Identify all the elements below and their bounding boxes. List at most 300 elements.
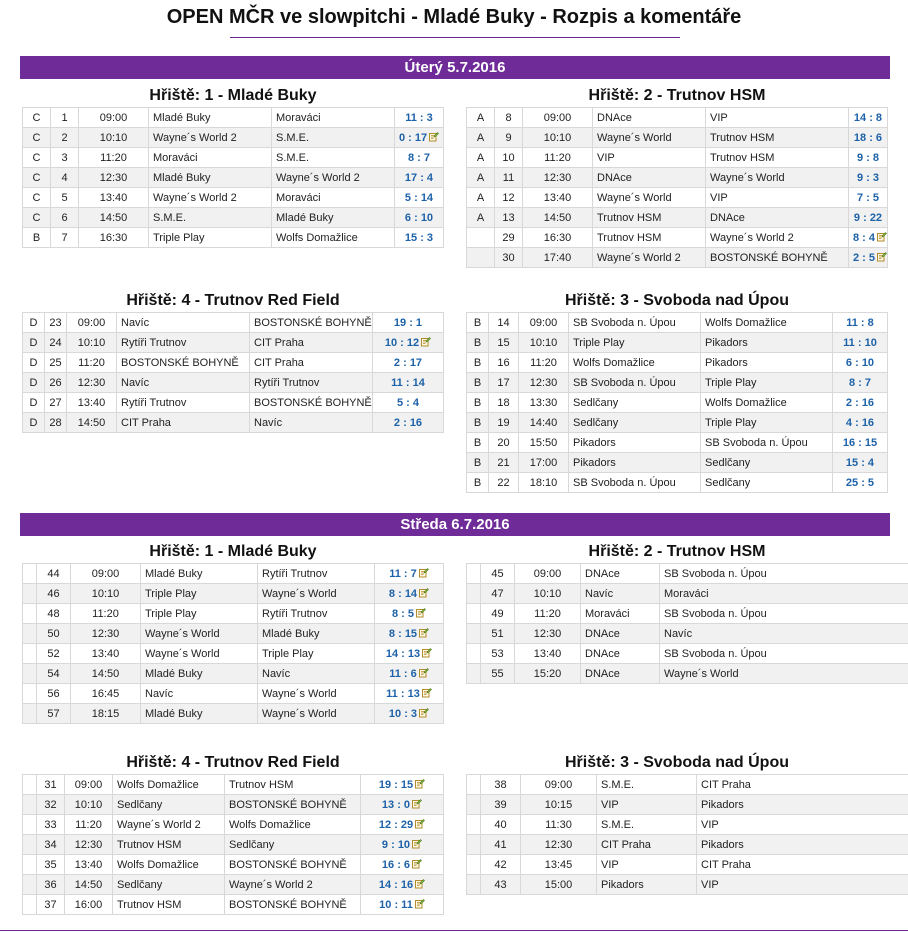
- score-value[interactable]: 2 : 16: [393, 416, 423, 429]
- score-cell[interactable]: [373, 313, 444, 333]
- time-cell: 15:00: [521, 875, 597, 895]
- score-value[interactable]: 14 : 8: [853, 111, 883, 124]
- away-team-cell: Navíc: [250, 413, 373, 433]
- game-number-cell: 18: [489, 393, 519, 413]
- away-team-cell: BOSTONSKÉ BOHYNĚ: [250, 393, 373, 413]
- game-number-cell: 37: [37, 895, 65, 915]
- home-team-cell: Sedlčany: [569, 413, 701, 433]
- score-cell[interactable]: [373, 373, 444, 393]
- home-team-cell: Sedlčany: [113, 795, 225, 815]
- score-value[interactable]: 8 : 15: [388, 628, 418, 640]
- score-value[interactable]: 11 : 8: [846, 316, 874, 329]
- game-number-cell: 41: [481, 835, 521, 855]
- game-number-cell: 36: [37, 875, 65, 895]
- score-cell[interactable]: [849, 228, 888, 248]
- score-cell[interactable]: [375, 624, 444, 644]
- away-team-cell: VIP: [697, 875, 908, 895]
- group-cell: C: [23, 208, 51, 228]
- score-cell[interactable]: [833, 413, 888, 433]
- home-team-cell: Wayne´s World: [593, 128, 706, 148]
- time-cell: 10:10: [519, 333, 569, 353]
- home-team-cell: Wolfs Domažlice: [569, 353, 701, 373]
- score-value[interactable]: 10 : 12: [384, 337, 420, 349]
- note-icon[interactable]: [410, 839, 422, 851]
- home-team-cell: S.M.E.: [597, 815, 697, 835]
- game-number-cell: 12: [495, 188, 523, 208]
- group-cell: [467, 775, 481, 795]
- note-icon[interactable]: [875, 232, 887, 244]
- game-number-cell: 17: [489, 373, 519, 393]
- group-cell: D: [23, 313, 45, 333]
- schedule-table: [466, 563, 908, 684]
- game-number-cell: 28: [45, 413, 67, 433]
- time-cell: 18:15: [71, 704, 141, 724]
- game-number-cell: 14: [489, 313, 519, 333]
- score-value[interactable]: 15 : 3: [404, 231, 434, 244]
- game-number-cell: 29: [495, 228, 523, 248]
- home-team-cell: Wayne´s World: [141, 624, 258, 644]
- group-cell: [23, 775, 37, 795]
- note-icon[interactable]: [417, 568, 429, 580]
- score-cell[interactable]: [849, 188, 888, 208]
- time-cell: 14:50: [523, 208, 593, 228]
- home-team-cell: Navíc: [141, 684, 258, 704]
- score-cell[interactable]: [375, 644, 444, 664]
- score-value[interactable]: 17 : 4: [404, 171, 434, 184]
- time-cell: 10:10: [67, 333, 117, 353]
- group-cell: [467, 248, 495, 268]
- table-row: [467, 393, 888, 413]
- home-team-cell: DNAce: [581, 624, 660, 644]
- home-team-cell: Sedlčany: [113, 875, 225, 895]
- score-cell[interactable]: [361, 895, 444, 915]
- table-row: [467, 128, 888, 148]
- score-value[interactable]: 16 : 6: [381, 859, 411, 871]
- score-cell[interactable]: [849, 168, 888, 188]
- group-cell: B: [467, 373, 489, 393]
- score-cell[interactable]: [833, 333, 888, 353]
- score-cell[interactable]: [395, 108, 444, 128]
- score-cell[interactable]: [361, 795, 444, 815]
- time-cell: 09:00: [521, 775, 597, 795]
- home-team-cell: Triple Play: [569, 333, 701, 353]
- group-cell: D: [23, 413, 45, 433]
- schedule-table: [22, 312, 444, 433]
- table-row: [467, 188, 888, 208]
- score-cell[interactable]: [373, 413, 444, 433]
- time-cell: 16:30: [79, 228, 149, 248]
- time-cell: 12:30: [67, 373, 117, 393]
- table-row: [23, 333, 444, 353]
- time-cell: 11:20: [71, 604, 141, 624]
- score-value[interactable]: 7 : 5: [856, 191, 879, 204]
- home-team-cell: Navíc: [117, 313, 250, 333]
- table-row: [467, 168, 888, 188]
- table-row: [23, 664, 444, 684]
- home-team-cell: SB Svoboda n. Úpou: [569, 473, 701, 493]
- table-row: [23, 875, 444, 895]
- score-value[interactable]: 6 : 10: [404, 211, 434, 224]
- table-row: [467, 875, 908, 895]
- group-cell: [467, 624, 481, 644]
- table-row: [23, 208, 444, 228]
- away-team-cell: Navíc: [660, 624, 908, 644]
- score-cell[interactable]: [375, 584, 444, 604]
- schedule-section: [22, 85, 444, 248]
- time-cell: 16:00: [65, 895, 113, 915]
- score-value[interactable]: 14 : 13: [385, 648, 421, 660]
- schedule-section: [466, 290, 888, 493]
- group-cell: [467, 875, 481, 895]
- game-number-cell: 19: [489, 413, 519, 433]
- day-header-tuesday: Úterý 5.7.2016: [20, 56, 890, 79]
- schedule-table: [466, 107, 888, 268]
- score-value[interactable]: 14 : 16: [378, 879, 414, 891]
- score-value[interactable]: 2 : 5: [853, 252, 876, 264]
- group-cell: A: [467, 168, 495, 188]
- away-team-cell: Wayne´s World: [706, 168, 849, 188]
- away-team-cell: CIT Praha: [697, 855, 908, 875]
- group-cell: A: [467, 108, 495, 128]
- table-row: [23, 584, 444, 604]
- table-row: [467, 855, 908, 875]
- score-cell[interactable]: [395, 128, 444, 148]
- score-cell[interactable]: [833, 313, 888, 333]
- score-value[interactable]: 25 : 5: [845, 476, 875, 489]
- away-team-cell: Rytíři Trutnov: [250, 373, 373, 393]
- time-cell: 13:30: [519, 393, 569, 413]
- away-team-cell: CIT Praha: [250, 353, 373, 373]
- score-value[interactable]: 8 : 4: [853, 232, 876, 244]
- score-value[interactable]: 10 : 11: [379, 899, 413, 911]
- group-cell: B: [467, 353, 489, 373]
- schedule-table: [466, 312, 888, 493]
- time-cell: 12:30: [523, 168, 593, 188]
- score-cell[interactable]: [833, 353, 888, 373]
- away-team-cell: S.M.E.: [272, 128, 395, 148]
- score-cell[interactable]: [373, 333, 444, 353]
- table-row: [23, 815, 444, 835]
- game-number-cell: 46: [37, 584, 71, 604]
- group-cell: [23, 704, 37, 724]
- score-value[interactable]: 2 : 17: [393, 356, 423, 369]
- score-cell[interactable]: [373, 393, 444, 413]
- time-cell: 10:10: [515, 584, 581, 604]
- group-cell: [467, 855, 481, 875]
- group-cell: [23, 584, 37, 604]
- score-value[interactable]: 2 : 16: [845, 396, 875, 409]
- table-row: [23, 855, 444, 875]
- game-number-cell: 48: [37, 604, 71, 624]
- group-cell: [23, 835, 37, 855]
- group-cell: C: [23, 168, 51, 188]
- table-row: [23, 604, 444, 624]
- note-icon[interactable]: [413, 779, 425, 791]
- group-cell: B: [467, 313, 489, 333]
- home-team-cell: Mladé Buky: [141, 704, 258, 724]
- home-team-cell: Trutnov HSM: [113, 835, 225, 855]
- score-cell[interactable]: [395, 188, 444, 208]
- score-cell[interactable]: [375, 604, 444, 624]
- game-number-cell: 7: [51, 228, 79, 248]
- score-cell[interactable]: [361, 775, 444, 795]
- table-row: [467, 373, 888, 393]
- score-cell[interactable]: [375, 704, 444, 724]
- note-icon[interactable]: [875, 252, 887, 264]
- table-row: [467, 835, 908, 855]
- score-cell[interactable]: [849, 108, 888, 128]
- note-icon[interactable]: [413, 899, 425, 911]
- home-team-cell: Mladé Buky: [149, 168, 272, 188]
- table-row: [467, 564, 908, 584]
- score-value[interactable]: 6 : 10: [845, 356, 875, 369]
- game-number-cell: 5: [51, 188, 79, 208]
- score-cell[interactable]: [833, 453, 888, 473]
- score-cell[interactable]: [361, 875, 444, 895]
- away-team-cell: VIP: [706, 188, 849, 208]
- table-row: [23, 313, 444, 333]
- score-cell[interactable]: [833, 473, 888, 493]
- time-cell: 13:40: [67, 393, 117, 413]
- table-row: [23, 684, 444, 704]
- score-value[interactable]: 9 : 22: [853, 211, 883, 224]
- schedule-section: [22, 541, 444, 724]
- note-icon[interactable]: [417, 588, 429, 600]
- score-cell[interactable]: [849, 148, 888, 168]
- away-team-cell: Sedlčany: [701, 473, 833, 493]
- table-row: [467, 453, 888, 473]
- table-row: [467, 433, 888, 453]
- away-team-cell: Wayne´s World 2: [706, 228, 849, 248]
- away-team-cell: Wayne´s World: [258, 684, 375, 704]
- score-value[interactable]: 4 : 16: [845, 416, 875, 429]
- score-value[interactable]: 13 : 0: [381, 799, 411, 811]
- score-cell[interactable]: [849, 208, 888, 228]
- game-number-cell: 51: [481, 624, 515, 644]
- home-team-cell: VIP: [597, 795, 697, 815]
- group-cell: B: [467, 413, 489, 433]
- score-cell[interactable]: [373, 353, 444, 373]
- score-value[interactable]: 9 : 10: [381, 839, 411, 851]
- away-team-cell: SB Svoboda n. Úpou: [701, 433, 833, 453]
- score-value[interactable]: 0 : 17: [399, 132, 428, 144]
- score-cell[interactable]: [395, 148, 444, 168]
- away-team-cell: Wolfs Domažlice: [701, 313, 833, 333]
- table-row: [467, 108, 888, 128]
- away-team-cell: BOSTONSKÉ BOHYNĚ: [225, 855, 361, 875]
- away-team-cell: Wolfs Domažlice: [701, 393, 833, 413]
- group-cell: [23, 815, 37, 835]
- score-cell[interactable]: [849, 128, 888, 148]
- score-cell[interactable]: [833, 373, 888, 393]
- note-icon[interactable]: [417, 708, 429, 720]
- home-team-cell: Trutnov HSM: [593, 208, 706, 228]
- field-title: Hřiště: 3 - Svoboda nad Úpou: [564, 754, 789, 771]
- score-cell[interactable]: [833, 393, 888, 413]
- time-cell: 13:40: [523, 188, 593, 208]
- group-cell: [467, 835, 481, 855]
- score-value[interactable]: 8 : 7: [848, 376, 871, 389]
- group-cell: D: [23, 393, 45, 413]
- score-cell[interactable]: [361, 835, 444, 855]
- home-team-cell: Rytíři Trutnov: [117, 393, 250, 413]
- note-icon[interactable]: [410, 799, 422, 811]
- score-cell[interactable]: [395, 228, 444, 248]
- score-cell[interactable]: [833, 433, 888, 453]
- home-team-cell: Wolfs Domažlice: [113, 855, 225, 875]
- group-cell: B: [467, 393, 489, 413]
- table-row: [467, 775, 908, 795]
- group-cell: [23, 664, 37, 684]
- score-value[interactable]: 8 : 5: [391, 608, 414, 620]
- note-icon[interactable]: [417, 668, 429, 680]
- home-team-cell: VIP: [593, 148, 706, 168]
- group-cell: [23, 875, 37, 895]
- away-team-cell: Rytíři Trutnov: [258, 564, 375, 584]
- score-value[interactable]: 11 : 7: [389, 568, 417, 580]
- note-icon[interactable]: [419, 337, 431, 349]
- score-value[interactable]: 8 : 7: [407, 151, 430, 164]
- score-value[interactable]: 11 : 10: [843, 336, 877, 349]
- time-cell: 11:20: [515, 604, 581, 624]
- time-cell: 13:40: [65, 855, 113, 875]
- group-cell: [23, 855, 37, 875]
- note-icon[interactable]: [417, 628, 429, 640]
- field-title: Hřiště: 2 - Trutnov HSM: [588, 543, 766, 560]
- away-team-cell: Rytíři Trutnov: [258, 604, 375, 624]
- score-value[interactable]: 19 : 15: [378, 779, 414, 791]
- score-value[interactable]: 9 : 3: [856, 171, 879, 184]
- time-cell: 12:30: [521, 835, 597, 855]
- score-cell[interactable]: [375, 684, 444, 704]
- group-cell: [467, 604, 481, 624]
- game-number-cell: 52: [37, 644, 71, 664]
- score-value[interactable]: 12 : 29: [378, 819, 414, 831]
- score-value[interactable]: 11 : 3: [405, 111, 433, 124]
- home-team-cell: Rytíři Trutnov: [117, 333, 250, 353]
- game-number-cell: 30: [495, 248, 523, 268]
- home-team-cell: DNAce: [581, 644, 660, 664]
- note-icon[interactable]: [410, 859, 422, 871]
- score-cell[interactable]: [375, 664, 444, 684]
- schedule-section: [466, 752, 888, 895]
- away-team-cell: BOSTONSKÉ BOHYNĚ: [225, 795, 361, 815]
- game-number-cell: 53: [481, 644, 515, 664]
- away-team-cell: Sedlčany: [225, 835, 361, 855]
- note-icon[interactable]: [420, 648, 432, 660]
- note-icon[interactable]: [413, 819, 425, 831]
- time-cell: 09:00: [519, 313, 569, 333]
- table-row: [23, 393, 444, 413]
- note-icon[interactable]: [414, 608, 426, 620]
- away-team-cell: Wayne´s World: [660, 664, 908, 684]
- score-value[interactable]: 19 : 1: [393, 316, 423, 329]
- note-icon[interactable]: [427, 132, 439, 144]
- schedule-table: [466, 774, 908, 895]
- away-team-cell: Wayne´s World 2: [225, 875, 361, 895]
- time-cell: 11:20: [79, 148, 149, 168]
- score-value[interactable]: 8 : 14: [388, 588, 418, 600]
- score-cell[interactable]: [849, 248, 888, 268]
- game-number-cell: 50: [37, 624, 71, 644]
- time-cell: 12:30: [515, 624, 581, 644]
- game-number-cell: 27: [45, 393, 67, 413]
- time-cell: 11:20: [523, 148, 593, 168]
- game-number-cell: 45: [481, 564, 515, 584]
- score-value[interactable]: 5 : 4: [396, 396, 419, 409]
- table-row: [23, 128, 444, 148]
- score-value[interactable]: 10 : 3: [388, 708, 418, 720]
- group-cell: [467, 815, 481, 835]
- score-value[interactable]: 16 : 15: [842, 436, 878, 449]
- score-cell[interactable]: [375, 564, 444, 584]
- group-cell: [23, 684, 37, 704]
- table-row: [467, 664, 908, 684]
- game-number-cell: 31: [37, 775, 65, 795]
- game-number-cell: 23: [45, 313, 67, 333]
- score-cell[interactable]: [395, 208, 444, 228]
- group-cell: A: [467, 188, 495, 208]
- score-value[interactable]: 11 : 6: [389, 668, 417, 680]
- away-team-cell: BOSTONSKÉ BOHYNĚ: [706, 248, 849, 268]
- note-icon[interactable]: [420, 688, 432, 700]
- game-number-cell: 9: [495, 128, 523, 148]
- table-row: [23, 644, 444, 664]
- score-value[interactable]: 9 : 8: [856, 151, 879, 164]
- game-number-cell: 49: [481, 604, 515, 624]
- day-header-wednesday: Středa 6.7.2016: [20, 513, 890, 536]
- away-team-cell: Wayne´s World: [258, 584, 375, 604]
- home-team-cell: SB Svoboda n. Úpou: [569, 373, 701, 393]
- note-icon[interactable]: [413, 879, 425, 891]
- group-cell: [23, 895, 37, 915]
- score-value[interactable]: 15 : 4: [845, 456, 875, 469]
- away-team-cell: Mladé Buky: [272, 208, 395, 228]
- time-cell: 10:15: [521, 795, 597, 815]
- page-title: OPEN MČR ve slowpitchi - Mladé Buky - Rozpis a komentáře: [166, 6, 742, 28]
- score-value[interactable]: 11 : 14: [391, 376, 425, 389]
- score-value[interactable]: 5 : 14: [404, 191, 434, 204]
- away-team-cell: Pikadors: [697, 835, 908, 855]
- time-cell: 10:10: [523, 128, 593, 148]
- score-cell[interactable]: [395, 168, 444, 188]
- time-cell: 11:20: [65, 815, 113, 835]
- game-number-cell: 24: [45, 333, 67, 353]
- score-cell[interactable]: [361, 815, 444, 835]
- schedule-section: [466, 85, 888, 268]
- home-team-cell: Mladé Buky: [141, 664, 258, 684]
- table-row: [23, 108, 444, 128]
- schedule-section: [22, 752, 444, 915]
- time-cell: 14:50: [71, 664, 141, 684]
- game-number-cell: 22: [489, 473, 519, 493]
- score-cell[interactable]: [361, 855, 444, 875]
- game-number-cell: 47: [481, 584, 515, 604]
- game-number-cell: 39: [481, 795, 521, 815]
- home-team-cell: Wayne´s World 2: [113, 815, 225, 835]
- game-number-cell: 54: [37, 664, 71, 684]
- group-cell: B: [467, 453, 489, 473]
- time-cell: 11:30: [521, 815, 597, 835]
- away-team-cell: Trutnov HSM: [706, 148, 849, 168]
- home-team-cell: Pikadors: [597, 875, 697, 895]
- home-team-cell: Wolfs Domažlice: [113, 775, 225, 795]
- score-value[interactable]: 18 : 6: [853, 131, 883, 144]
- table-row: [23, 148, 444, 168]
- home-team-cell: CIT Praha: [117, 413, 250, 433]
- score-value[interactable]: 11 : 13: [386, 688, 420, 700]
- away-team-cell: CIT Praha: [250, 333, 373, 353]
